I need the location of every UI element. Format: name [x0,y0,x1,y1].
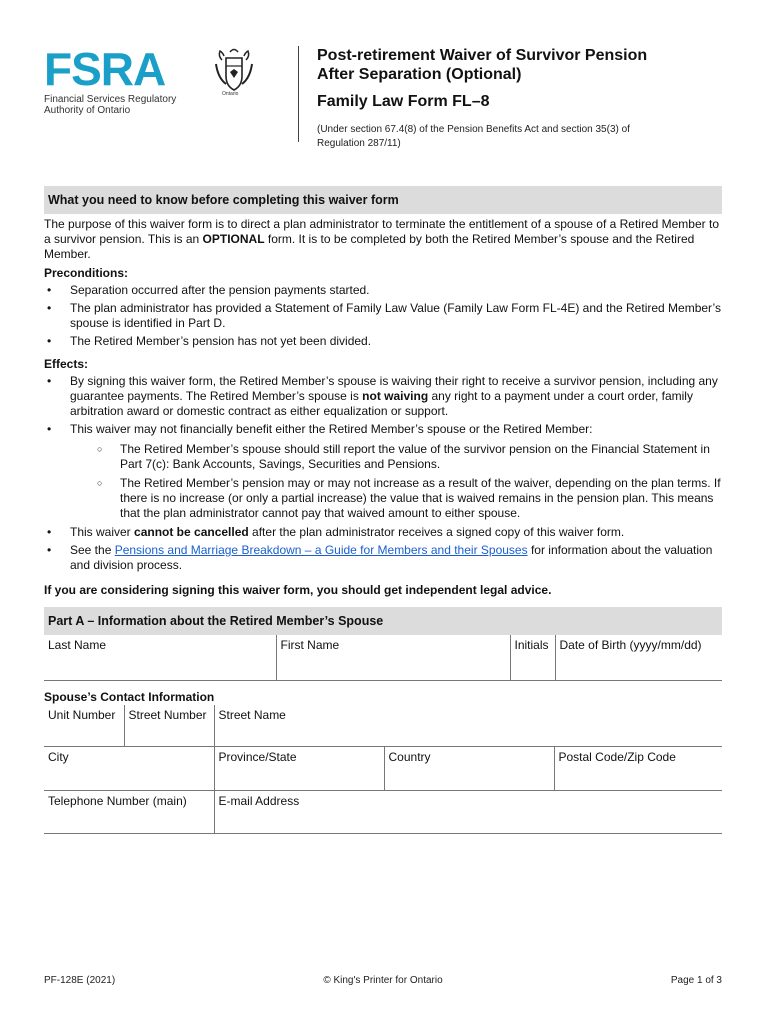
province-field[interactable] [214,747,384,790]
effect3-text-b: after the plan administrator receives a signed copy of this waiver form. [248,525,625,539]
country-field[interactable] [384,747,554,790]
last-name-field[interactable] [44,635,276,680]
email-field[interactable] [214,791,722,834]
header-divider [298,46,299,142]
sub-list-item: ○ The Retired Member’s spouse should still report the value of the survivor pension on the Financial Statement in Part 7(c): Bank Accounts, Savings, Securities and Pensions. [70,442,722,472]
effect3-text-a: This waiver [70,525,135,539]
list-item: • Separation occurred after the pension payments started. [44,283,722,298]
telephone-label: Telephone Number (main) [48,793,187,808]
country-label: Country [388,750,431,764]
fsra-logo [44,43,194,116]
form-header [44,43,734,149]
copyright: © King's Printer for Ontario [323,975,443,986]
address-table [44,747,722,791]
page-number: Page 1 of 3 [670,975,722,986]
street-number-field[interactable] [124,705,214,747]
title-block [317,46,737,151]
legal-reference-line-2: Regulation 287/11) [317,138,401,149]
preconditions-list [44,283,722,349]
effect4-text-b: for information about the valuation and division process. [70,543,713,572]
effect1-text-b: any right to a payment under a court order, family arbitration award or domestic contract as either equalization or support. [70,389,693,418]
logo-sub-line-1: Financial Services Regulatory [44,94,177,105]
list-item [44,374,722,419]
initials-field[interactable] [510,635,555,680]
spouse-name-table [44,635,722,681]
list-item: • The plan administrator has provided a Statement of Family Law Value (Family Law Form FL-4E) and the Retired Member’s spouse is identified in Part D. [44,301,722,331]
list-item [44,543,722,573]
first-name-field[interactable] [276,635,510,680]
street-name-field[interactable] [214,705,722,747]
date-of-birth-field[interactable] [555,635,722,680]
form-title-line-2: After Separation (Optional) [317,66,522,83]
unit-number-field[interactable] [44,705,124,747]
section-heading-part-a: Part A – Information about the Retired Member’s Spouse [44,607,722,635]
list-item [44,525,722,540]
list-item [44,422,722,521]
legal-advice-note: If you are considering signing this waiver form, you should get independent legal advice. [44,583,552,597]
effect1-text-a: By signing this waiver form, the Retired Member’s spouse is waiving their right to receive a survivor pension, including any guarantee payments. The Retired Member’s spouse is [70,374,718,403]
unit-number-label: Unit Number [48,707,116,722]
effect2-text: This waiver may not financially benefit either the Retired Member’s spouse or the Retired Member: [70,422,593,436]
logo-sub-line-2: Authority of Ontario [44,105,131,116]
form-name: Family Law Form FL–8 [317,93,490,110]
date-of-birth-label: Date of Birth (yyyy/mm/dd) [559,638,702,652]
fsra-logo-subtitle [44,94,194,116]
fsra-logo-text: FSRA [44,43,166,95]
form-title [317,46,737,84]
effect4-text-a: See the [70,543,115,557]
list-item: • The Retired Member’s pension has not yet been divided. [44,334,722,349]
legal-reference-line-1: (Under section 67.4(8) of the Pension Benefits Act and section 35(3) of [317,124,630,135]
legal-reference [317,123,737,151]
guide-link[interactable]: Pensions and Marriage Breakdown – a Guide for Members and their Spouses [114,543,528,557]
effect2-sublist [70,442,722,521]
postal-code-label: Postal Code/Zip Code [558,750,676,764]
initials-label: Initials [514,638,549,652]
effects-label: Effects: [44,357,89,371]
form-content [44,186,722,834]
street-name-label: Street Name [218,707,286,722]
crest-label: Ontario [222,91,239,97]
city-field[interactable] [44,747,214,790]
effects-list [44,374,722,573]
contact-info-table [44,705,722,748]
city-label: City [48,750,69,764]
first-name-label: First Name [280,638,340,652]
email-label: E-mail Address [218,793,300,808]
contact-info-title: Spouse’s Contact Information [44,689,215,704]
street-number-label: Street Number [128,707,207,722]
preconditions-label: Preconditions: [44,266,129,280]
effect1-bold: not waiving [362,389,429,403]
postal-code-field[interactable] [554,747,722,790]
province-label: Province/State [218,750,297,764]
form-code: PF-128E (2021) [44,975,116,986]
sub-list-item: ○ The Retired Member’s pension may or may not increase as a result of the waiver, depending on the plan terms. If there is no increase (or only a partial increase) the value that is waived remains in the pension plan. This means that the plan administrator cannot pay that waived amount to either spouse. [70,476,722,521]
last-name-label: Last Name [48,638,107,652]
purpose-optional: OPTIONAL [202,232,265,246]
purpose-text-1: The purpose of this waiver form is to direct a plan administrator to terminate the entitlement of a spouse of a Retired Member to a survivor pension. This is an [44,217,719,246]
purpose-text-2: form. It is to be completed by both the Retired Member’s spouse and the Retired Member. [44,232,695,261]
telephone-field[interactable] [44,791,214,834]
section-heading-know: What you need to know before completing this waiver form [44,186,722,214]
effect3-bold: cannot be cancelled [134,525,249,539]
phone-email-table [44,791,722,835]
purpose-paragraph [44,217,722,262]
form-title-line-1: Post-retirement Waiver of Survivor Pension [317,47,648,64]
